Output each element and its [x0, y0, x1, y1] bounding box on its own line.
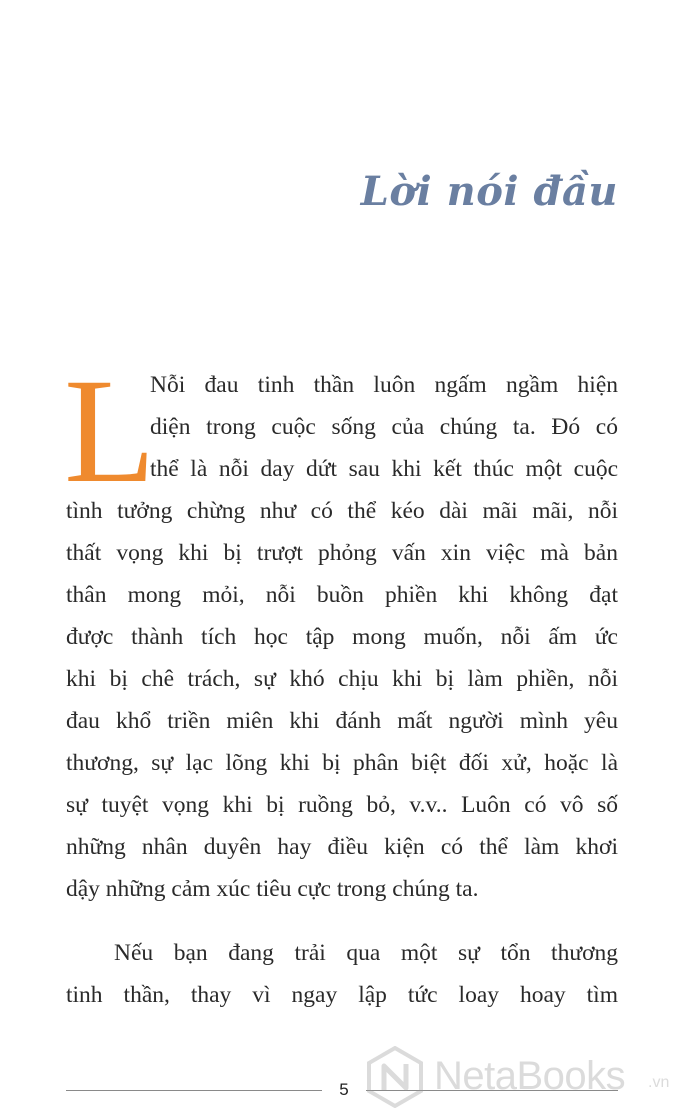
text-line: tình tưởng chừng như có thể kéo dài mãi mãi, nỗi	[66, 498, 618, 524]
watermark-suffix: .vn	[648, 1074, 670, 1091]
text-line: tinh thần, thay vì ngay lập tức loay hoay tìm	[66, 982, 618, 1008]
text-line: sự tuyệt vọng khi bị ruồng bỏ, v.v.. Luôn có vô số	[66, 792, 618, 818]
text-line: khi bị chê trách, sự khó chịu khi bị làm phiền, nỗi	[66, 666, 618, 692]
text-line: đau khổ triền miên khi đánh mất người mình yêu	[66, 708, 618, 734]
drop-cap: L	[64, 348, 156, 514]
netabooks-logo-icon	[364, 1046, 426, 1108]
text-line: diện trong cuộc sống của chúng ta. Đó có	[150, 414, 618, 440]
text-line: Nếu bạn đang trải qua một sự tổn thương	[114, 940, 618, 966]
text-line: thân mong mỏi, nỗi buồn phiền khi không đạt	[66, 582, 618, 608]
page-number: 5	[339, 1080, 349, 1099]
watermark	[364, 1044, 684, 1110]
text-line: những nhân duyên hay điều kiện có thể làm khơi	[66, 834, 618, 860]
text-line: dậy những cảm xúc tiêu cực trong chúng ta.	[66, 876, 479, 902]
text-line: thất vọng khi bị trượt phỏng vấn xin việc mà bản	[66, 540, 618, 566]
text-line: Nỗi đau tinh thần luôn ngấm ngầm hiện	[150, 372, 618, 398]
text-line: thể là nỗi day dứt sau khi kết thúc một cuộc	[150, 456, 618, 482]
text-line: thương, sự lạc lõng khi bị phân biệt đối xử, hoặc là	[66, 750, 618, 776]
footer-rule-left	[66, 1090, 322, 1091]
watermark-text: NetaBooks	[434, 1054, 626, 1098]
text-line: được thành tích học tập mong muốn, nỗi ấm ức	[66, 624, 618, 650]
chapter-title: Lời nói đầu	[360, 168, 618, 215]
